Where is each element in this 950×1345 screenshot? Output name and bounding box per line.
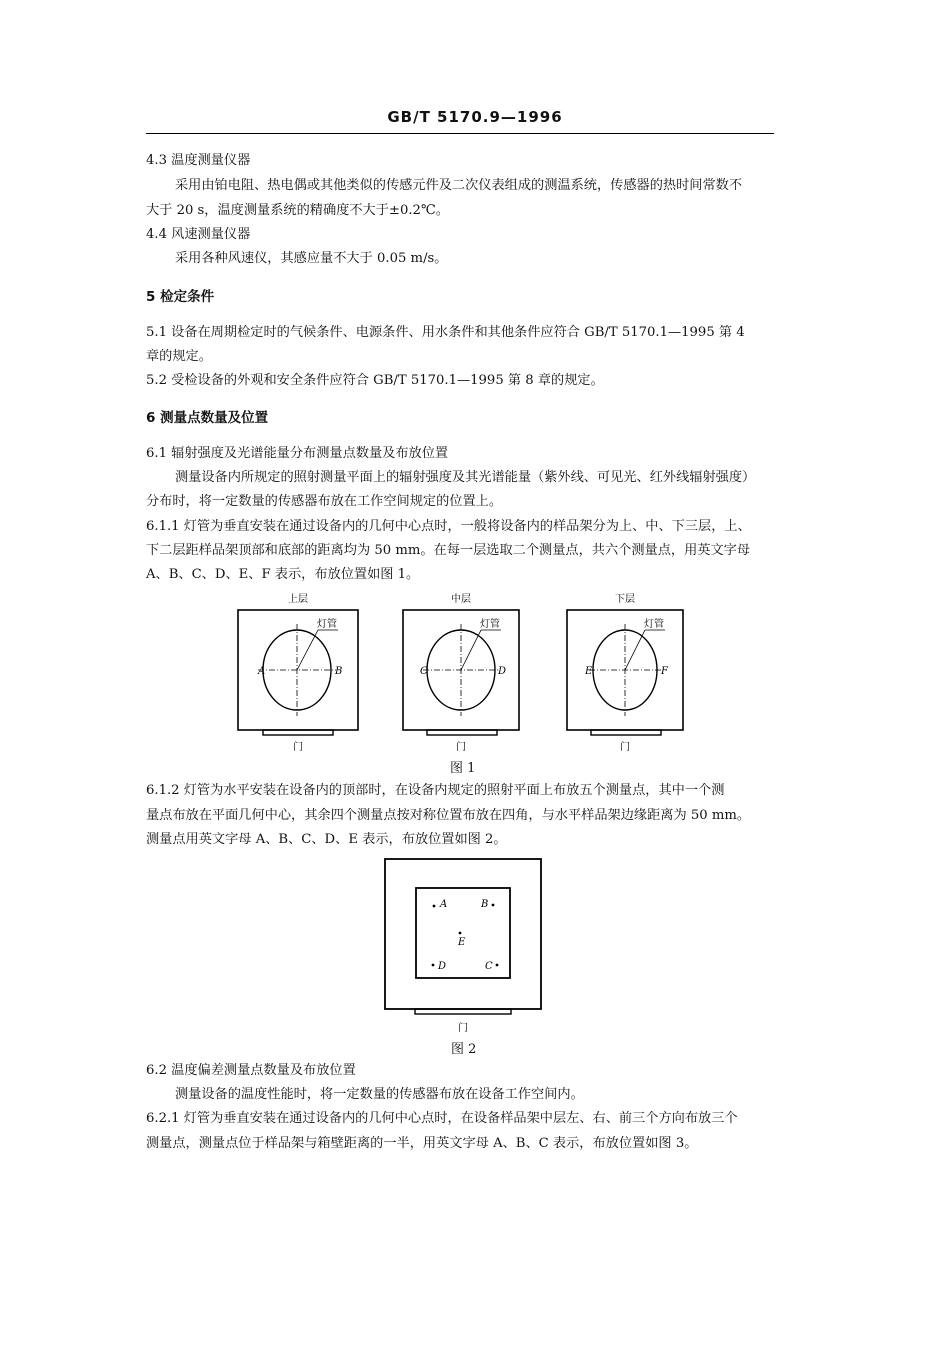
figure-1 [225,588,705,758]
lamp-label: 灯管 [480,619,500,630]
figure-1-panel-title: 中层 [451,594,471,605]
section-6-1-line-1: 测量设备内所规定的照射测量平面上的辐射强度及其光谱能量（紫外线、可见光、红外线辐射强度） [175,470,756,485]
door-label: 门 [456,742,466,753]
section-6-1-2-line-3: 测量点用英文字母 A、B、C、D、E 表示，布放位置如图 2。 [146,832,507,847]
section-6-1-1-line-1: 6.1.1 灯管为垂直安装在通过设备内的几何中心点时，一般将设备内的样品架分为上、中、下三层，上、 [146,519,751,534]
figure-1-panel-middle [403,592,519,753]
measure-point-e [459,932,462,935]
figure-1-panel-upper [238,592,358,753]
figure-1-panel-lower [567,593,683,753]
measure-point-c [496,964,499,967]
figure-1-panel-title: 下层 [615,594,635,605]
section-6-2-line-1: 测量设备的温度性能时，将一定数量的传感器布放在设备工作空间内。 [175,1087,584,1102]
section-6-1-1-line-3: A、B、C、D、E、F 表示，布放位置如图 1。 [146,567,420,582]
figure-2-caption: 图 2 [451,1042,477,1057]
point-label-d: D [498,666,507,677]
section-5-heading: 5 检定条件 [146,289,215,305]
point-label-d: D [438,961,447,972]
point-label-c: C [420,666,428,677]
section-4-3-line-1: 采用由铂电阻、热电偶或其他类似的传感元件及二次仪表组成的测温系统，传感器的热时间常数不 [175,178,743,193]
section-6-heading: 6 测量点数量及位置 [146,410,269,426]
measure-point-a [433,905,436,908]
section-6-2-title: 6.2 温度偏差测量点数量及布放位置 [146,1063,356,1078]
section-4-3-line-2: 大于 20 s，温度测量系统的精确度不大于±0.2℃。 [146,203,449,218]
point-label-c: C [485,961,493,972]
section-4-4-line-1: 采用各种风速仪，其感应量不大于 0.05 m/s。 [175,251,448,266]
header-rule [146,133,774,134]
section-6-1-line-2: 分布时，将一定数量的传感器布放在工作空间规定的位置上。 [146,494,503,509]
door-label: 门 [293,742,303,753]
section-4-4-title: 4.4 风速测量仪器 [146,227,251,242]
section-5-1-line-1: 5.1 设备在周期检定时的气候条件、电源条件、用水条件和其他条件应符合 GB/T 5170.1—1995 第 4 [146,325,745,340]
cabinet-outline [385,859,541,1009]
figure-2 [380,855,550,1040]
section-6-2-1-line-1: 6.2.1 灯管为垂直安装在通过设备内的几何中心点时，在设备样品架中层左、右、前三个方向布放三个 [146,1111,738,1126]
section-5-1-line-2: 章的规定。 [146,349,212,364]
point-label-a: A [258,666,266,677]
section-6-1-2-line-1: 6.1.2 灯管为水平安装在设备内的顶部时，在设备内规定的照射平面上布放五个测量点，其中一个测 [146,783,725,798]
figure-1-caption: 图 1 [450,761,476,776]
section-6-1-1-line-2: 下二层距样品架顶部和底部的距离均为 50 mm。在每一层选取二个测量点，共六个测量点，用英文字母 [146,543,751,558]
document-code-header: GB/T 5170.9—1996 [387,108,563,126]
section-5-2-line-1: 5.2 受检设备的外观和安全条件应符合 GB/T 5170.1—1995 第 8 章的规定。 [146,373,604,388]
lamp-label: 灯管 [317,619,337,630]
section-6-2-1-line-2: 测量点，测量点位于样品架与箱壁距离的一半，用英文字母 A、B、C 表示，布放位置如图 3。 [146,1136,698,1151]
point-label-b: B [335,666,343,677]
measure-point-d [432,964,435,967]
measure-point-b [492,904,495,907]
lamp-leader-line [461,630,481,670]
figure-1-panel-title: 上层 [288,594,308,605]
point-label-a: A [440,899,448,910]
section-4-3-title: 4.3 温度测量仪器 [146,153,251,168]
point-label-f: F [661,666,668,677]
point-label-b: B [481,899,489,910]
lamp-leader-line [625,630,645,670]
lamp-leader-line [297,630,318,670]
door-label: 门 [458,1023,468,1034]
point-label-e: E [458,937,466,948]
door-label: 门 [620,742,630,753]
lamp-label: 灯管 [644,619,664,630]
section-6-1-title: 6.1 辐射强度及光谱能量分布测量点数量及布放位置 [146,446,449,461]
point-label-e: E [585,666,593,677]
section-6-1-2-line-2: 量点布放在平面几何中心，其余四个测量点按对称位置布放在四角，与水平样品架边缘距离为 50 mm。 [146,808,751,823]
